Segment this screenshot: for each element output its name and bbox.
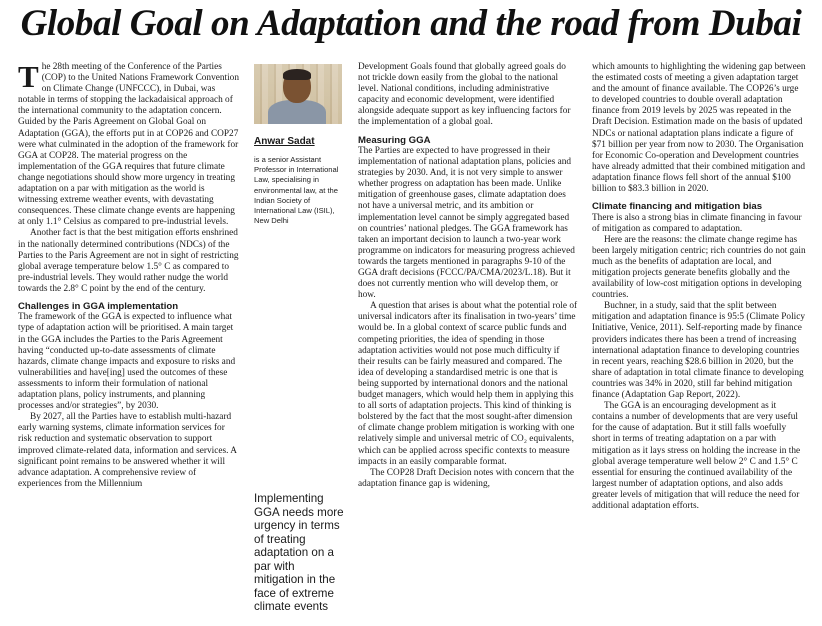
subheading: Climate financing and mitigation bias bbox=[592, 201, 763, 213]
column-1 bbox=[18, 59, 240, 490]
paragraph: Development Goals found that globally agreed goals do not trickle down easily from the global to the national level. National conditions, including administrative capacity and economic development, were identified alongside adequate support as key influencing factors for the implementation of a global goal. bbox=[358, 62, 571, 128]
paragraph: The COP28 Draft Decision notes with concern that the adaptation finance gap is widening, bbox=[358, 467, 574, 489]
paragraph: The GGA is an encouraging development as it contains a number of developments that are very useful for the cause of adaptation. But it still falls woefully short in terms of treating adaptation on a par with mitigation as it lays stress on holding the increase in the global average temperature well below 2° C and 1.5° C essential for ensuring the continued availability of the largest number of adaptation options, and also adds greater levels of mitigation that will reduce the need for additional adaptation efforts. bbox=[592, 401, 801, 511]
pull-quote: Implementing GGA needs more urgency in terms of treating adaptation on a par with mitigation in the face of extreme climate events bbox=[254, 492, 344, 613]
author-name: Anwar Sadat bbox=[254, 136, 315, 147]
paragraph: The Parties are expected to have progressed in their implementation of national adaptation plans, policies and strategies by 2030. And, it is not very simple to answer whether progress on adaptation has been made. Unlike mitigation of greenhouse gases, climate adaptation does not have a universal metric, and its ambition or implementation level cannot be simply aggregated based on countries’ national pledges. The GGA framework has taken an important decision to launch a two-year work programme on indicators for measuring progress achieved towards the targets mentioned in paragraphs 9-10 of the GGA draft decisions (FCCC/PA/CMA/2023/L.18). But it does not currently mention who will develop them, or how. bbox=[358, 145, 575, 301]
drop-cap: T bbox=[18, 59, 39, 94]
paragraph: By 2027, all the Parties have to establish multi-hazard early warning systems, climate information services for risk reduction and systematic observation to support improved climate-related data, information and services. A significant point remains to be answered whether it will advance adaptation. A comprehensive review of experiences from the Millennium bbox=[18, 412, 237, 489]
subheading: Challenges in GGA implementation bbox=[18, 300, 179, 312]
author-bio: is a senior Assistant Professor in International Law, specialising in environmental law, at the Indian Society of International Law (ISIL), New Delhi bbox=[254, 155, 339, 226]
paragraph: The framework of the GGA is expected to influence what type of adaptation action will be prioritised. A main target in the GGA includes the Parties to the Paris Agreement having “conducted up-to-date assessments of climate hazards, climate change impacts and exposure to risks and vulnerabilities and have[ing] used the outcomes of these assessments to inform their formulation of national adaptation plans, policy instruments, and planning processes and/or strategies”, by 2030. bbox=[18, 312, 236, 412]
paragraph: Another fact is that the best mitigation efforts enshrined in the nationally determined contributions (NDCs) of the Parties to the Paris Agreement are not in sight of restricting global average temperature below 1.5° C as compared to pre-industrial levels. They would rather nudge the world towards the 2.8° C point by the end of the century. bbox=[18, 228, 239, 294]
paragraph: Here are the reasons: the climate change regime has been largely mitigation centric; rich countries do not gain much as the benefits of adaptation are local, and mitigation projects generate benefits globally and the availability of low-cost mitigation options in developing countries. bbox=[592, 234, 806, 301]
paragraph: A question that arises is about what the potential role of universal indicators after its finalisation in two-years’ time would be. In a global context of scarce public funds and competing priorities, the idea of spending in those adaptation activities would not pose much difficulty if their results can be fairly measured and compared. The idea of developing a standardised metric is one that is being supported by international donors and the national budget managers, which would help them in applying this to all sorts of adaptation projects. This kind of thinking is bolstered by the fact that the most sought-after dimension of climate change problem mitigation is working with one relatively simple and universal metric of CO₂ equivalents, which can be applied across specific contexts to measure impacts in an easily comparable format. bbox=[358, 301, 578, 467]
paragraph: which amounts to highlighting the widening gap between the estimated costs of meeting a given adaptation target and the amount of finance available. The COP26’s urge to developed countries to double overall adaptation finance from 2019 levels by 2025 was repeated in the Draft Decision. Estimation made on the basis of updated NDCs or national adaptation plans indicate a figure of $71 billion per year from now to 2030. The Organisation for Economic Co-operation and Development countries have already admitted that their combined mitigation and adaptation finance flows fell short of the annual $100 billion to $83.3 billion in 2020. bbox=[592, 62, 806, 195]
column-3 bbox=[358, 62, 578, 490]
subheading: Measuring GGA bbox=[358, 134, 431, 146]
paragraph: There is also a strong bias in climate financing in favour of mitigation as compared to adaptation. bbox=[592, 212, 802, 234]
author-photo bbox=[254, 64, 342, 124]
paragraph: Buchner, in a study, said that the split between mitigation and adaptation finance is 95:5 (Climate Policy Initiative, Venice, 2011). Self-reporting made by finance providers indicates there has been a trend of increasing international adaptation finance to developing countries in recent years, reaching $28.6 billion in 2020, but the share of adaptation in total climate finance to developing countries was 34% in 2020, still far behind mitigation finance (Adaptation Gap Report, 2022). bbox=[592, 301, 806, 401]
paragraph: The 28th meeting of the Conference of the Parties (COP) to the United Nations Framework Convention on Climate Change (UNFCCC), in Dubai, was notable in terms of stopping the lackadaisical approach of the international community to the adaptation concern. Guided by the Paris Agreement on Global Goal on Adaptation (GGA), the efforts put in at COP26 and COP27 were what culminated in the adoption of the framework for GGA at COP28. The material progress on the implementation of the GGA requires that future climate change negotiations should show more urgency in treating adaptation on a par with mitigation as the world is witnessing extreme weather events, with devastating consequences. These climate change events are happening at only 1.1° Celsius as compared to pre-industrial levels. bbox=[18, 59, 239, 228]
column-4 bbox=[592, 62, 806, 512]
headline: Global Goal on Adaptation and the road from Dubai bbox=[20, 3, 802, 44]
